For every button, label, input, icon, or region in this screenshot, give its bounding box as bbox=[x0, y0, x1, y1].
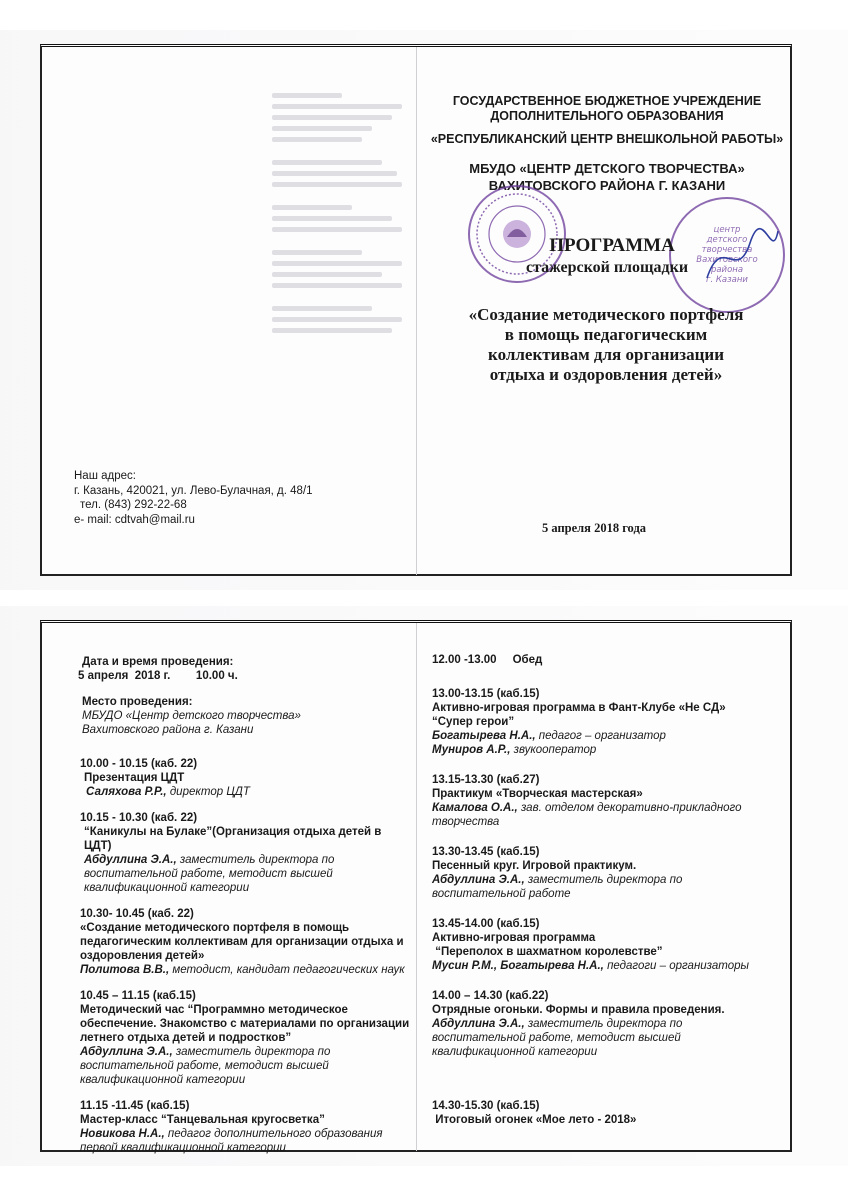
item-title: Песенный круг. Игровой практикум. bbox=[432, 860, 637, 872]
item-title: Презентация ЦДТ bbox=[84, 772, 185, 784]
item-time: 13.15-13.30 (каб.27) bbox=[432, 774, 540, 786]
cover-sheet bbox=[40, 44, 792, 576]
item-role: заместитель директора по воспитательной работе bbox=[432, 874, 683, 900]
item-title: Практикум «Творческая мастерская» bbox=[432, 788, 643, 800]
item-role: педагог дополнительного образования первой квалификационной категории bbox=[80, 1128, 383, 1154]
email: e- mail: cdtvah@mail.ru bbox=[74, 513, 195, 526]
item-role: педагог – организатор bbox=[535, 730, 666, 742]
org2-line2: ВАХИТОВСКОГО РАЙОНА Г. КАЗАНИ bbox=[488, 178, 726, 193]
item-person: Политова В.В., bbox=[80, 964, 170, 976]
item-person: Абдуллина Э.А., bbox=[84, 854, 177, 866]
item-time: 10.15 - 10.30 (каб. 22) bbox=[80, 812, 198, 824]
item-role: педагоги – организаторы bbox=[603, 960, 749, 972]
item-time: 10.30- 10.45 (каб. 22) bbox=[80, 908, 194, 920]
place-line2: Вахитовского района г. Казани bbox=[82, 724, 254, 736]
org2-header bbox=[422, 160, 792, 194]
item-person: Муниров А.Р., bbox=[432, 744, 511, 756]
item-role: заместитель директора по воспитательной работе, методист высшей квалификационной категории bbox=[84, 854, 335, 894]
schedule-item bbox=[80, 1099, 410, 1155]
item-time: 13.00-13.15 (каб.15) bbox=[432, 688, 540, 700]
item-time: 13.45-14.00 (каб.15) bbox=[432, 918, 540, 930]
schedule-item bbox=[432, 1099, 777, 1127]
item-role: директор ЦДТ bbox=[166, 786, 250, 798]
signature-icon bbox=[702, 223, 782, 293]
main-title: «Создание методического портфеля в помощь педагогическим коллективам для организации отдыха и оздоровления детей» bbox=[468, 305, 744, 384]
datetime-value: 5 апреля 2018 г. 10.00 ч. bbox=[78, 670, 238, 682]
org2-line1: МБУДО «ЦЕНТР ДЕТСКОГО ТВОРЧЕСТВА» bbox=[469, 161, 745, 176]
item-title: Методический час “Программно методическое обеспечение. Знакомство с материалами по организации летнего отдыха детей и подростков” bbox=[80, 1004, 410, 1044]
item-subtitle: “Супер герои” bbox=[432, 716, 515, 728]
place-label: Место проведения: bbox=[82, 696, 193, 708]
lunch-time: 12.00 -13.00 bbox=[432, 654, 497, 666]
address-line: г. Казань, 420021, ул. Лево-Булачная, д. 48/1 bbox=[74, 484, 313, 497]
address-label: Наш адрес: bbox=[74, 470, 136, 482]
item-time: 11.15 -11.45 (каб.15) bbox=[80, 1100, 190, 1112]
item-time: 14.30-15.30 (каб.15) bbox=[432, 1100, 540, 1112]
schedule-item bbox=[80, 989, 410, 1087]
item-title: «Создание методического портфеля в помощь педагогическим коллективам для организации отдыха и оздоровления детей» bbox=[80, 922, 404, 962]
left-schedule bbox=[80, 757, 410, 1155]
schedule-item bbox=[80, 907, 410, 977]
item-person: Саляхова Р.Р., bbox=[86, 786, 167, 798]
org1-line2: ДОПОЛНИТЕЛЬНОГО ОБРАЗОВАНИЯ bbox=[490, 109, 724, 123]
schedule-item bbox=[432, 687, 777, 757]
item-person: Мусин Р.М., Богатырева Н.А., bbox=[432, 960, 604, 972]
item-title: Итоговый огонек «Мое лето - 2018» bbox=[432, 1114, 637, 1126]
item-person: Абдуллина Э.А., bbox=[432, 874, 525, 886]
org1-line3: «РЕСПУБЛИКАНСКИЙ ЦЕНТР ВНЕШКОЛЬНОЙ РАБОТЫ» bbox=[430, 132, 784, 146]
schedule-item bbox=[432, 917, 777, 973]
cover-date: 5 апреля 2018 года bbox=[542, 521, 647, 535]
item-role: заместитель директора по воспитательной работе, методист высшей квалификационной категории bbox=[432, 1018, 683, 1058]
phone: тел. (843) 292-22-68 bbox=[80, 499, 187, 511]
left-column bbox=[78, 655, 412, 737]
datetime-label: Дата и время проведения: bbox=[82, 656, 234, 668]
fold-line bbox=[416, 623, 417, 1151]
schedule-item bbox=[432, 989, 777, 1059]
item-person: Камалова О.А., bbox=[432, 802, 518, 814]
schedule-item bbox=[80, 811, 410, 895]
item-title: Активно-игровая программа в Фант-Клубе «Не СД» bbox=[432, 702, 726, 714]
schedule-item bbox=[432, 845, 777, 901]
item-person: Абдуллина Э.А., bbox=[80, 1046, 173, 1058]
item-time: 10.45 – 11.15 (каб.15) bbox=[80, 990, 196, 1002]
item-role: заместитель директора по воспитательной работе, методист высшей квалификационной категории bbox=[80, 1046, 331, 1086]
item-title: Мастер-класс “Танцевальная кругосветка” bbox=[80, 1114, 325, 1126]
program-subtitle: стажерской площадки bbox=[525, 259, 689, 276]
item-title: Отрядные огоньки. Формы и правила проведения. bbox=[432, 1004, 725, 1016]
schedule-item bbox=[432, 773, 777, 829]
schedule-sheet bbox=[40, 620, 792, 1152]
bleed-through-text bbox=[272, 87, 412, 339]
item-time: 14.00 – 14.30 (каб.22) bbox=[432, 990, 549, 1002]
fold-line bbox=[416, 47, 417, 575]
item-title: Активно-игровая программа bbox=[432, 932, 596, 944]
schedule-item bbox=[80, 757, 410, 799]
right-column bbox=[432, 653, 777, 1127]
place-line1: МБУДО «Центр детского творчества» bbox=[82, 710, 301, 722]
item-role: звукооператор bbox=[510, 744, 597, 756]
lunch-row bbox=[432, 653, 777, 667]
item-subtitle: “Переполох в шахматном королевстве” bbox=[432, 946, 663, 958]
item-person: Абдуллина Э.А., bbox=[432, 1018, 525, 1030]
lunch-label: Обед bbox=[512, 654, 543, 666]
org1-line1: ГОСУДАРСТВЕННОЕ БЮДЖЕТНОЕ УЧРЕЖДЕНИЕ bbox=[452, 94, 762, 108]
item-person: Новикова Н.А., bbox=[80, 1128, 165, 1140]
item-time: 13.30-13.45 (каб.15) bbox=[432, 846, 540, 858]
address-block bbox=[74, 469, 313, 527]
item-role: методист, кандидат педагогических наук bbox=[169, 964, 405, 976]
item-person: Богатырева Н.А., bbox=[432, 730, 536, 742]
item-title: “Каникулы на Булаке”(Организация отдыха детей в ЦДТ) bbox=[84, 826, 382, 852]
stamp-text: центр детского творчества Вахитовского района г. Казани bbox=[696, 225, 758, 285]
item-role: зав. отделом декоративно-прикладного творчества bbox=[432, 802, 742, 828]
org1-header bbox=[422, 94, 792, 147]
program-title: ПРОГРАММА bbox=[549, 235, 675, 256]
item-time: 10.00 - 10.15 (каб. 22) bbox=[80, 758, 198, 770]
